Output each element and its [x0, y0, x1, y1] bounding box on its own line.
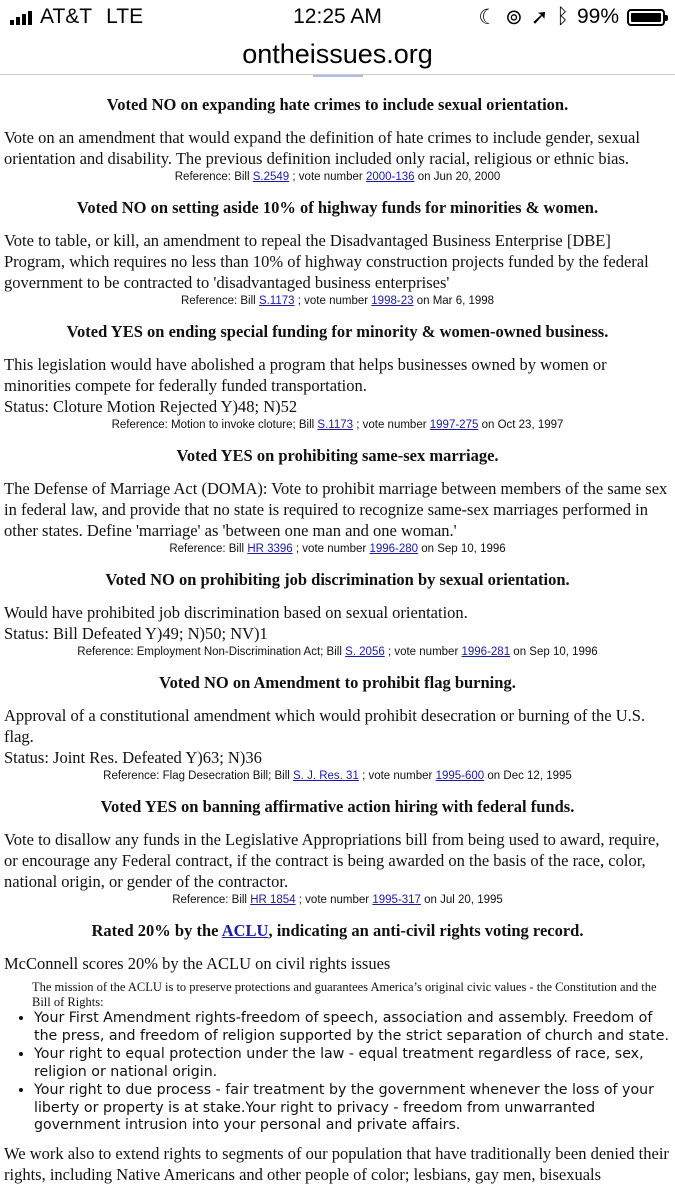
vote-number-link[interactable]: 1996-280: [369, 543, 419, 555]
status-left: [10, 5, 143, 29]
bill-link[interactable]: S.1173: [258, 295, 295, 307]
vote-number-link[interactable]: 1997-275: [429, 419, 479, 431]
network-label: LTE: [106, 5, 144, 28]
scroll-indicator: [4, 75, 671, 81]
vote-heading: Voted NO on setting aside 10% of highway funds for minorities & women.: [76, 198, 599, 217]
vote-description: Would have prohibited job discrimination based on sexual orientation.: [4, 603, 468, 622]
bill-link[interactable]: HR 3396: [247, 543, 293, 555]
aclu-link[interactable]: ACLU: [221, 921, 269, 940]
vote-reference: Reference: Bill HR 1854 ; vote number 1995-317 on Jul 20, 1995: [172, 894, 503, 906]
vote-status: Status: Cloture Motion Rejected Y)48; N)52: [4, 397, 298, 416]
vote-heading: Voted NO on expanding hate crimes to include sexual orientation.: [106, 95, 569, 114]
url-text[interactable]: ontheissues.org: [242, 38, 433, 69]
moon-icon: ☾: [478, 5, 498, 29]
vote-record: [4, 95, 671, 184]
aclu-summary: McConnell scores 20% by the ACLU on civil rights issues: [4, 954, 391, 973]
vote-description: Vote to disallow any funds in the Legislative Appropriations bill from being used to award, require, or encourage any Federal contract, if the contract is being awarded on the basis of the race, color, national origin, or gender of the contractor.: [4, 830, 660, 891]
vote-record: [4, 673, 671, 783]
vote-heading: Voted YES on banning affirmative action hiring with federal funds.: [100, 797, 575, 816]
address-bar[interactable]: [0, 34, 675, 75]
vote-list: [4, 95, 671, 907]
vote-description: The Defense of Marriage Act (DOMA): Vote to prohibit marriage between members of the same sex in federal law, and provide that no state is required to recognize same-sex marriages performed in other states. Define 'marriage' as 'between one man and one woman.': [4, 479, 668, 540]
vote-description: This legislation would have abolished a program that helps businesses owned by women or minorities compete for federally funded transportation.: [4, 355, 607, 395]
vote-description: Approval of a constitutional amendment which would prohibit desecration or burning of the U.S. flag.: [4, 706, 646, 746]
vote-status: Status: Bill Defeated Y)49; N)50; NV)1: [4, 624, 268, 643]
vote-reference: Reference: Motion to invoke cloture; Bill S.1173 ; vote number 1997-275 on Oct 23, 1997: [111, 419, 564, 431]
vote-record: [4, 570, 671, 659]
vote-number-link[interactable]: 1995-317: [372, 894, 421, 906]
bill-link[interactable]: HR 1854: [250, 894, 296, 906]
bill-link[interactable]: S.2549: [252, 171, 290, 183]
list-item: • Your right to equal protection under the law - equal treatment regardless of race, sex, religion or national origin.: [34, 1046, 671, 1081]
location-icon: ➚: [530, 5, 549, 29]
rights-list: [4, 1010, 671, 1135]
bill-link[interactable]: S. J. Res. 31: [293, 770, 359, 782]
aclu-extended-text: We work also to extend rights to segments of our population that have traditionally been denied their rights, including Native Americans and other people of color; lesbians, gay men, bisexuals: [4, 1143, 669, 1184]
list-item: • Your right to due process - fair treatment by the government whenever the loss of your liberty or property is at stake.Your right to privacy - freedom from unwarranted government intrusion into your personal and private affairs.: [34, 1082, 671, 1135]
vote-number-link[interactable]: 1998-23: [371, 295, 414, 307]
vote-reference: Reference: Bill S.1173 ; vote number 1998-23 on Mar 6, 1998: [180, 295, 495, 307]
vote-record: [4, 198, 671, 308]
rotation-lock-icon: ⊚: [505, 5, 523, 29]
carrier-label: AT&T: [40, 5, 93, 28]
aclu-rating-heading: Rated 20% by the ACLU, indicating an anti-civil rights voting record.: [91, 921, 584, 940]
aclu-mission: The mission of the ACLU is to preserve protections and guarantees America’s original civic values - the Constitution and the Bill of Rights:: [32, 980, 657, 1009]
page-content: [0, 75, 675, 1185]
vote-heading: Voted YES on ending special funding for minority & women-owned business.: [66, 322, 609, 341]
status-bar: [0, 0, 675, 34]
vote-reference: Reference: Employment Non-Discrimination Act; Bill S. 2056 ; vote number 1996-281 on Sep 10, 1996: [77, 646, 598, 658]
battery-icon: [627, 9, 665, 26]
vote-status: Status: Joint Res. Defeated Y)63; N)36: [4, 748, 262, 767]
vote-heading: Voted YES on prohibiting same-sex marriage.: [176, 446, 499, 465]
bill-link[interactable]: S.1173: [317, 419, 354, 431]
vote-record: [4, 797, 671, 907]
vote-number-link[interactable]: 1996-281: [461, 646, 511, 658]
vote-reference: Reference: Flag Desecration Bill; Bill S. J. Res. 31 ; vote number 1995-600 on Dec 12, 1995: [103, 770, 572, 782]
signal-strength-icon: [10, 9, 32, 25]
vote-record: [4, 322, 671, 432]
vote-reference: Reference: Bill S.2549 ; vote number 2000-136 on Jun 20, 2000: [174, 171, 501, 183]
vote-heading: Voted NO on prohibiting job discrimination by sexual orientation.: [105, 570, 570, 589]
clock: 12:25 AM: [293, 5, 382, 28]
vote-number-link[interactable]: 2000-136: [365, 171, 415, 183]
vote-record: [4, 446, 671, 556]
vote-number-link[interactable]: 1995-600: [435, 770, 485, 782]
vote-heading: Voted NO on Amendment to prohibit flag burning.: [159, 673, 516, 692]
list-item: • Your First Amendment rights-freedom of speech, association and assembly. Freedom of the press, and freedom of religion supported by the strict separation of church and state.: [34, 1010, 671, 1045]
vote-description: Vote to table, or kill, an amendment to repeal the Disadvantaged Business Enterprise [DBE] Program, which requires no less than 10% of highway construction projects funded by the federal government to be contracted to 'disadvantaged business enterprises': [4, 231, 649, 292]
bluetooth-icon: ᛒ: [556, 5, 569, 28]
battery-percent: 99%: [576, 5, 619, 28]
status-right: [478, 5, 665, 30]
vote-reference: Reference: Bill HR 3396 ; vote number 1996-280 on Sep 10, 1996: [169, 543, 506, 555]
bill-link[interactable]: S. 2056: [345, 646, 385, 658]
vote-description: Vote on an amendment that would expand the definition of hate crimes to include gender, sexual orientation and disability. The previous definition included only racial, religious or ethnic bias.: [4, 128, 640, 168]
